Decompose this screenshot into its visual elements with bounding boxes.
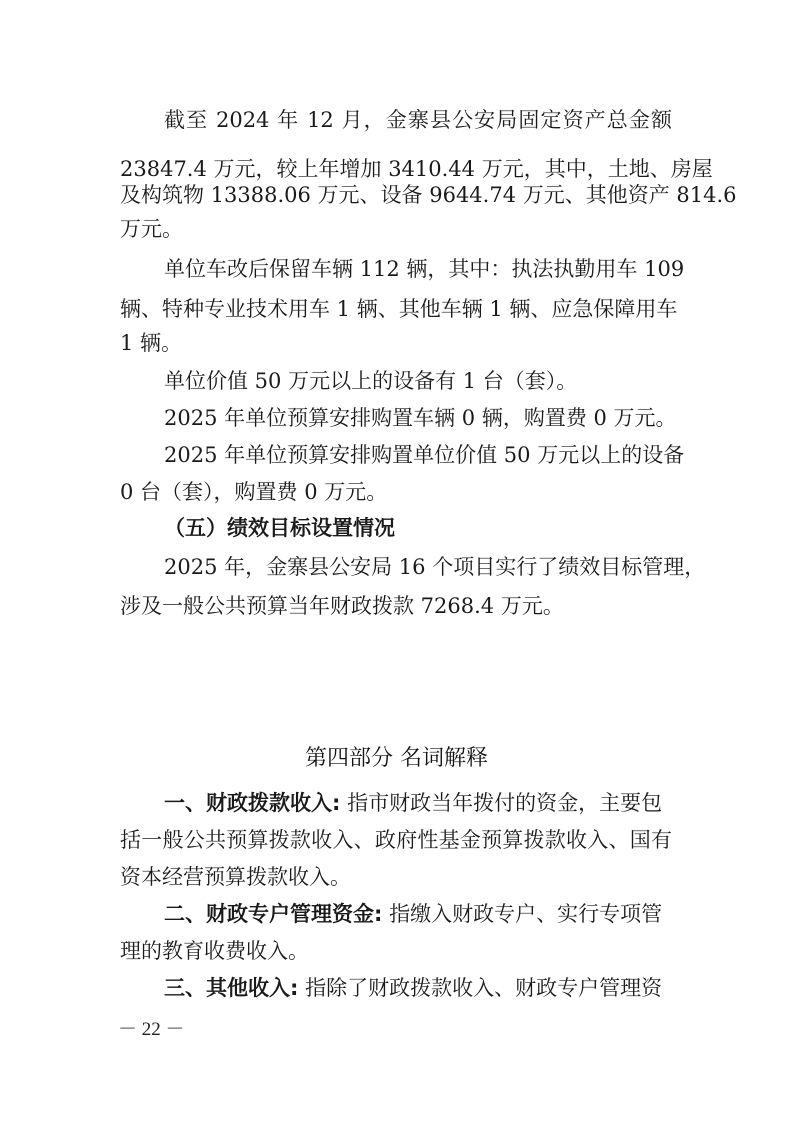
page-number: － 22 － <box>118 1019 185 1040</box>
term-text: 指缴入财政专户、实行专项管 <box>382 902 663 926</box>
paragraph-line: 23847.4 万元，较上年增加 3410.44 万元，其中，土地、房屋 <box>120 157 713 181</box>
paragraph-line: 单位价值 50 万元以上的设备有 1 台（套）。 <box>164 369 578 393</box>
section-heading: （五）绩效目标设置情况 <box>164 516 395 540</box>
term-text: 指除了财政拨款收入、财政专户管理资 <box>298 976 663 1000</box>
paragraph-line: 辆、特种专业技术用车 1 辆、其他车辆 1 辆、应急保障用车 <box>120 297 678 321</box>
paragraph-line: 0 台（套），购置费 0 万元。 <box>120 480 388 504</box>
term-definition <box>164 790 672 816</box>
paragraph-line: 单位车改后保留车辆 112 辆，其中：执法执勤用车 109 <box>164 257 685 281</box>
term-label: 一、财政拨款收入: <box>164 791 341 815</box>
term-text: 指市财政当年拨付的资金，主要包 <box>340 791 663 815</box>
paragraph-line: 括一般公共预算拨款收入、政府性基金预算拨款收入、国有 <box>120 828 672 852</box>
paragraph-line: 2025 年单位预算安排购置单位价值 50 万元以上的设备 <box>164 443 685 467</box>
term-definition <box>164 975 672 1001</box>
part-title: 第四部分 名词解释 <box>305 746 488 771</box>
paragraph-line: 2025 年，金寨县公安局 16 个项目实行了绩效目标管理， <box>164 555 706 579</box>
paragraph-line: 及构筑物 13388.06 万元、设备 9644.74 万元、其他资产 814.6 <box>120 183 737 207</box>
paragraph-line: 涉及一般公共预算当年财政拨款 7268.4 万元。 <box>120 594 564 618</box>
paragraph-line: 1 辆。 <box>120 331 183 355</box>
paragraph-line: 理的教育收费收入。 <box>120 939 309 963</box>
term-label: 二、财政专户管理资金: <box>164 902 383 926</box>
term-definition <box>164 901 672 927</box>
paragraph-line: 万元。 <box>120 217 183 241</box>
paragraph-line: 资本经营预算拨款收入。 <box>120 865 351 889</box>
paragraph-line: 截至 2024 年 12 月，金寨县公安局固定资产总金额 <box>164 108 672 132</box>
paragraph-line: 2025 年单位预算安排购置车辆 0 辆，购置费 0 万元。 <box>164 406 677 430</box>
term-label: 三、其他收入: <box>164 976 299 1000</box>
